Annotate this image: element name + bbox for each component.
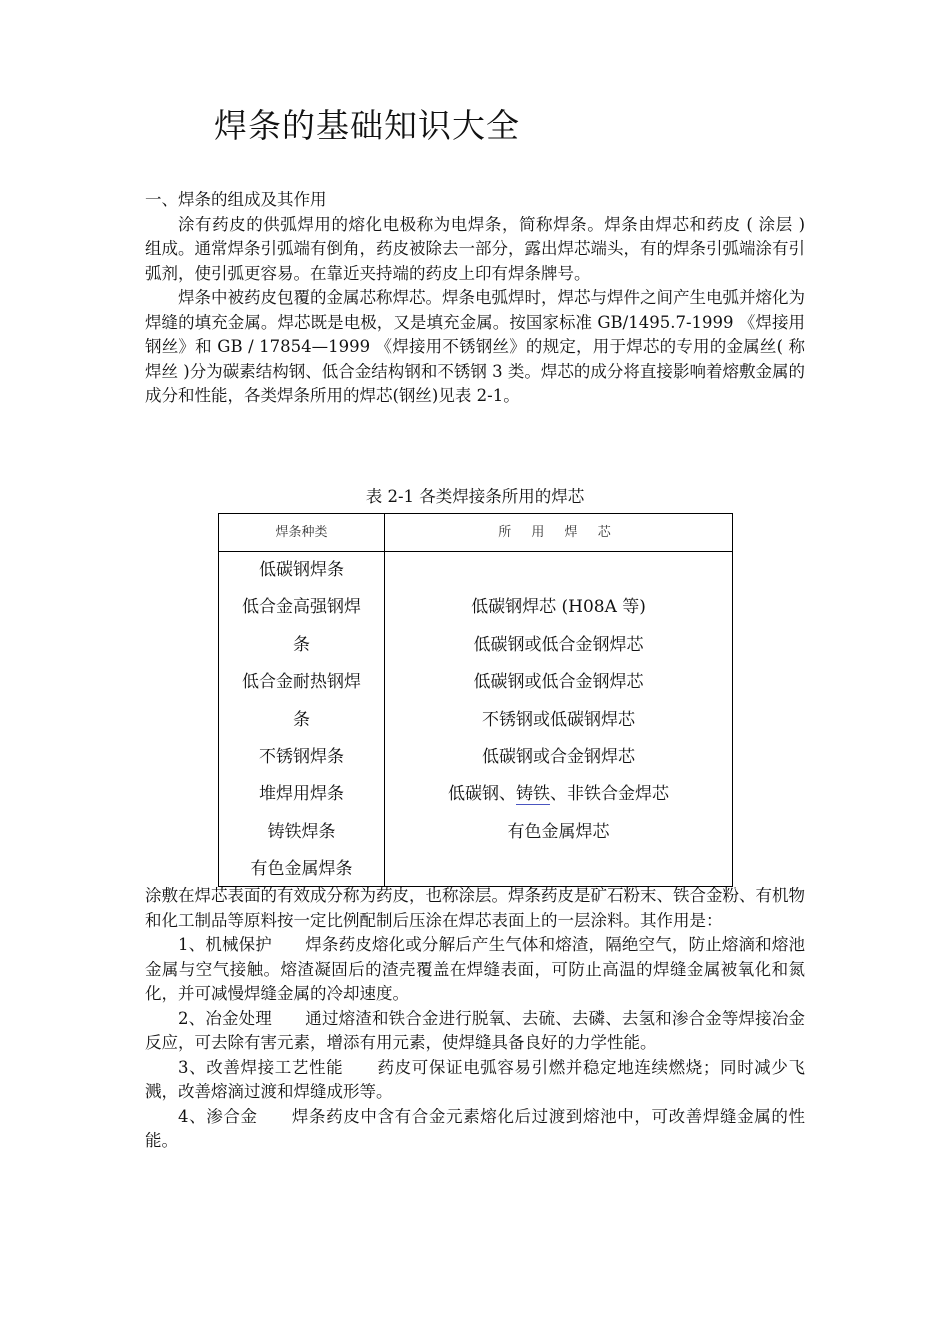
- header-electrode-type: 焊条种类: [275, 525, 328, 540]
- paragraph: 焊条中被药皮包覆的金属芯称焊芯。焊条电弧焊时，焊芯与焊件之间产生电弧并熔化为焊缝的填充金属。焊芯既是电极，又是填充金属。按国家标准 GB/1495.7-1999 《焊接用钢丝》和 GB / 17854—1999 《焊接用不锈钢丝》的规定，用于焊芯的专用的金属丝( 称焊丝 )分为碳素结构钢、低合金结构钢和不锈钢 3 类。焊芯的成分将直接影响着熔敷金属的成分和性能，各类焊条所用的焊芯(钢丝)见表 2-1。: [145, 288, 805, 405]
- table-cell: 不锈钢或低碳钢焊芯: [482, 709, 635, 730]
- table-header-row: [219, 514, 732, 552]
- list-item: 2、冶金处理 通过熔渣和铁合金进行脱氧、去硫、去磷、去氢和渗合金等焊接冶金反应，可去除有害元素，增添有用元素，使焊缝具备良好的力学性能。: [145, 1008, 805, 1052]
- table-cell: 铸铁焊条: [267, 821, 336, 842]
- cell-text: 、非铁合金焊芯: [550, 784, 669, 805]
- table-caption: 表 2-1 各类焊接条所用的焊芯: [365, 487, 585, 506]
- list-item: 1、机械保护 焊条药皮熔化或分解后产生气体和熔渣，隔绝空气，防止熔滴和熔池金属与空气接触。熔渣凝固后的渣壳覆盖在焊缝表面，可防止高温的焊缝金属被氧化和氮化，并可减慢焊缝金属的冷却速度。: [145, 935, 805, 1003]
- table-cell: [385, 776, 732, 813]
- cast-iron-link[interactable]: 铸铁: [516, 784, 550, 805]
- section-2: [145, 884, 805, 1154]
- electrode-type-column: [219, 552, 384, 889]
- electrode-core-table: [218, 513, 733, 887]
- table-cell: 低碳钢或低合金钢焊芯: [473, 672, 644, 693]
- paragraph: 涂有药皮的供弧焊用的熔化电极称为电焊条，简称焊条。焊条由焊芯和药皮 ( 涂层 ) 组成。通常焊条引弧端有倒角，药皮被除去一部分，露出焊芯端头，有的焊条引弧端涂有引弧剂，使引弧更容易。在靠近夹持端的药皮上印有焊条牌号。: [145, 214, 805, 283]
- paragraph: 涂敷在焊芯表面的有效成分称为药皮，也称涂层。焊条药皮是矿石粉末、铁合金粉、有机物和化工制品等原料按一定比例配制后压涂在焊芯表面上的一层涂料。其作用是：: [145, 886, 805, 930]
- table-cell: 条: [293, 709, 310, 730]
- table-cell: 低碳钢焊条: [259, 560, 344, 580]
- table-cell: 低合金耐热钢焊: [242, 672, 361, 693]
- table-cell: 低碳钢或合金钢焊芯: [482, 746, 635, 767]
- list-item: 3、改善焊接工艺性能 药皮可保证电弧容易引燃并稳定地连续燃烧；同时减少飞溅，改善熔滴过渡和焊缝成形等。: [145, 1057, 805, 1101]
- cell-text: 低碳钢、: [448, 784, 516, 805]
- table-cell: 有色金属焊芯: [507, 821, 610, 842]
- table-cell: 不锈钢焊条: [259, 746, 344, 767]
- table-cell: 低碳钢焊芯 (H08A 等): [471, 597, 646, 618]
- header-core-wire: 所 用 焊 芯: [498, 525, 619, 540]
- table-cell: 堆焊用焊条: [259, 784, 344, 805]
- table-cell: 低合金高强钢焊: [242, 597, 361, 618]
- section-1: [145, 188, 805, 409]
- list-item: 4、渗合金 焊条药皮中含有合金元素熔化后过渡到熔池中，可改善焊缝金属的性能。: [145, 1106, 805, 1150]
- table-cell: 低碳钢或低合金钢焊芯: [473, 634, 644, 655]
- section-heading: 一、焊条的组成及其作用: [145, 190, 327, 209]
- table-cell: 条: [293, 634, 310, 655]
- table-cell: 有色金属焊条: [250, 859, 353, 880]
- document-title: 焊条的基础知识大全: [214, 106, 520, 145]
- core-wire-column: [385, 589, 732, 851]
